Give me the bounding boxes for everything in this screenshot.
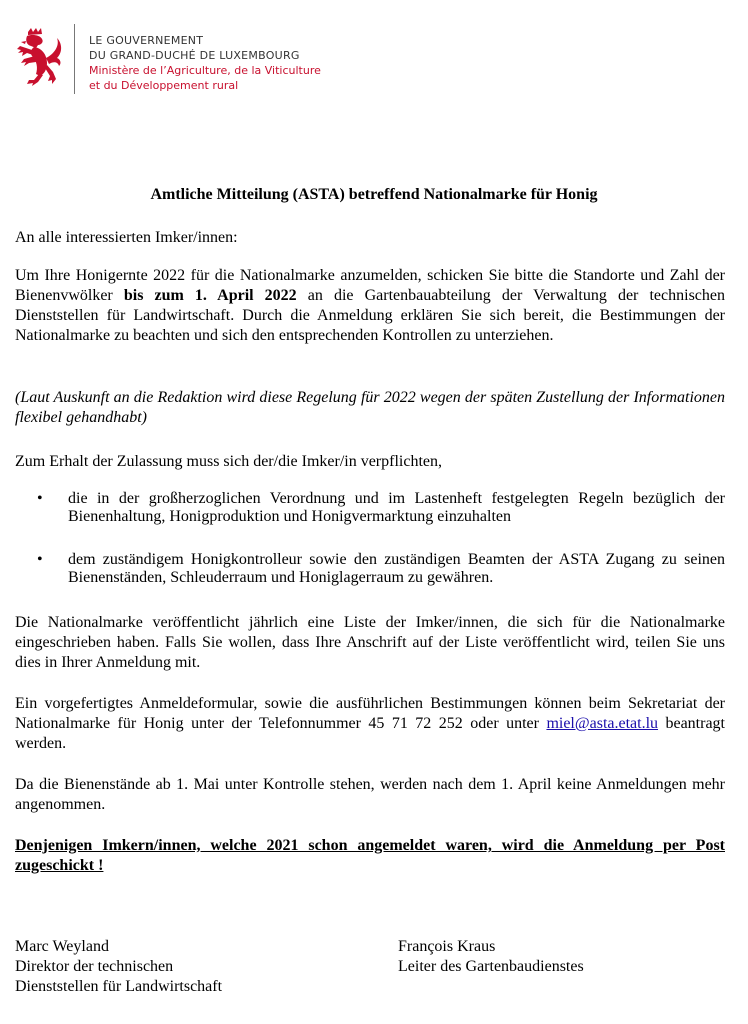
bullet-icon: • bbox=[37, 490, 43, 507]
signature-right bbox=[398, 937, 584, 977]
gov-line-1: LE GOUVERNEMENT bbox=[89, 34, 204, 47]
editorial-note bbox=[15, 388, 725, 428]
deadline-bold: bis zum 1. April 2022 bbox=[123, 287, 297, 304]
form-text-after: beantragt werden. bbox=[15, 715, 726, 752]
bullet-text: dem zuständigem Honigkontrolleur sowie den zuständigen Beamten der ASTA Zugang zu seinen Bienenständen, Schleuderraum und Honiglagerraum zu gewähren. bbox=[68, 551, 725, 586]
greeting bbox=[15, 228, 725, 248]
header-divider bbox=[74, 24, 75, 94]
deadline-paragraph bbox=[15, 775, 725, 815]
gov-line-2: DU GRAND-DUCHÉ DE LUXEMBOURG bbox=[89, 49, 300, 62]
email-link[interactable]: miel@asta.etat.lu bbox=[546, 715, 659, 732]
deadline-text: Da die Bienenstände ab 1. Mai unter Kontrolle stehen, werden nach dem 1. April keine Anmeldungen mehr angenommen. bbox=[15, 776, 725, 813]
publication-paragraph bbox=[15, 613, 725, 673]
signatory-title-line1: Direktor der technischen bbox=[15, 958, 174, 975]
notice-text: Denjenigen Imkern/innen, welche 2021 schon angemeldet waren, wird die Anmeldung per Post zugeschickt ! bbox=[15, 837, 725, 874]
form-paragraph bbox=[15, 694, 725, 754]
para1-text-after: an die Gartenbauabteilung der Verwaltung der technischen Dienststellen für Landwirtschaft. Durch die Anmeldung erklären Sie sich bereit, die Bestimmungen der Nationalmarke zu beachten und sich den entsprechenden Kontrollen zu unterziehen. bbox=[15, 287, 726, 344]
registration-paragraph bbox=[15, 266, 725, 346]
signatory-name: Marc Weyland bbox=[15, 938, 109, 955]
note-text: (Laut Auskunft an die Redaktion wird diese Regelung für 2022 wegen der späten Zustellung der Informationen flexibel gehandhabt) bbox=[15, 389, 725, 426]
obligation-intro-text: Zum Erhalt der Zulassung muss sich der/die Imker/in verpflichten, bbox=[15, 453, 442, 470]
luxembourg-lion-icon bbox=[14, 28, 64, 86]
ministry-line-1: Ministère de l’Agriculture, de la Viticulture bbox=[89, 64, 321, 77]
signature-left bbox=[15, 937, 222, 997]
government-heading bbox=[89, 33, 321, 93]
form-text-before: Ein vorgefertigtes Anmeldeformular, sowie die ausführlichen Bestimmungen können beim Sekretariat der Nationalmarke für Honig unter der Telefonnummer 45 71 72 252 oder unter bbox=[15, 695, 725, 732]
notice-paragraph bbox=[15, 836, 725, 876]
publication-text: Die Nationalmarke veröffentlicht jährlich eine Liste der Imker/innen, die sich für die Nationalmarke eingeschrieben haben. Falls Sie wollen, dass Ihre Anschrift auf der Liste veröffentlicht wird, teilen Sie uns dies in Ihrer Anmeldung mit. bbox=[15, 614, 725, 671]
document-title: Amtliche Mitteilung (ASTA) betreffend Nationalmarke für Honig bbox=[150, 186, 598, 203]
greeting-text: An alle interessierten Imker/innen: bbox=[15, 229, 238, 246]
bullet-icon: • bbox=[37, 551, 43, 568]
signatory-name: François Kraus bbox=[398, 938, 496, 955]
ministry-line-2: et du Développement rural bbox=[89, 79, 239, 92]
obligation-intro bbox=[15, 452, 725, 472]
para1-text-before: Um Ihre Honigernte 2022 für die Nationalmarke anzumelden, schicken Sie bitte die Standorte und Zahl der Bienenvwölker bbox=[15, 267, 725, 304]
signatory-title-line1: Leiter des Gartenbaudienstes bbox=[398, 958, 584, 975]
signatory-title-line2: Dienststellen für Landwirtschaft bbox=[15, 978, 223, 995]
bullet-text: die in der großherzoglichen Verordnung und im Lastenheft festgelegten Regeln bezüglich der Bienenhaltung, Honigproduktion und Honigvermarktung einzuhalten bbox=[68, 490, 725, 525]
